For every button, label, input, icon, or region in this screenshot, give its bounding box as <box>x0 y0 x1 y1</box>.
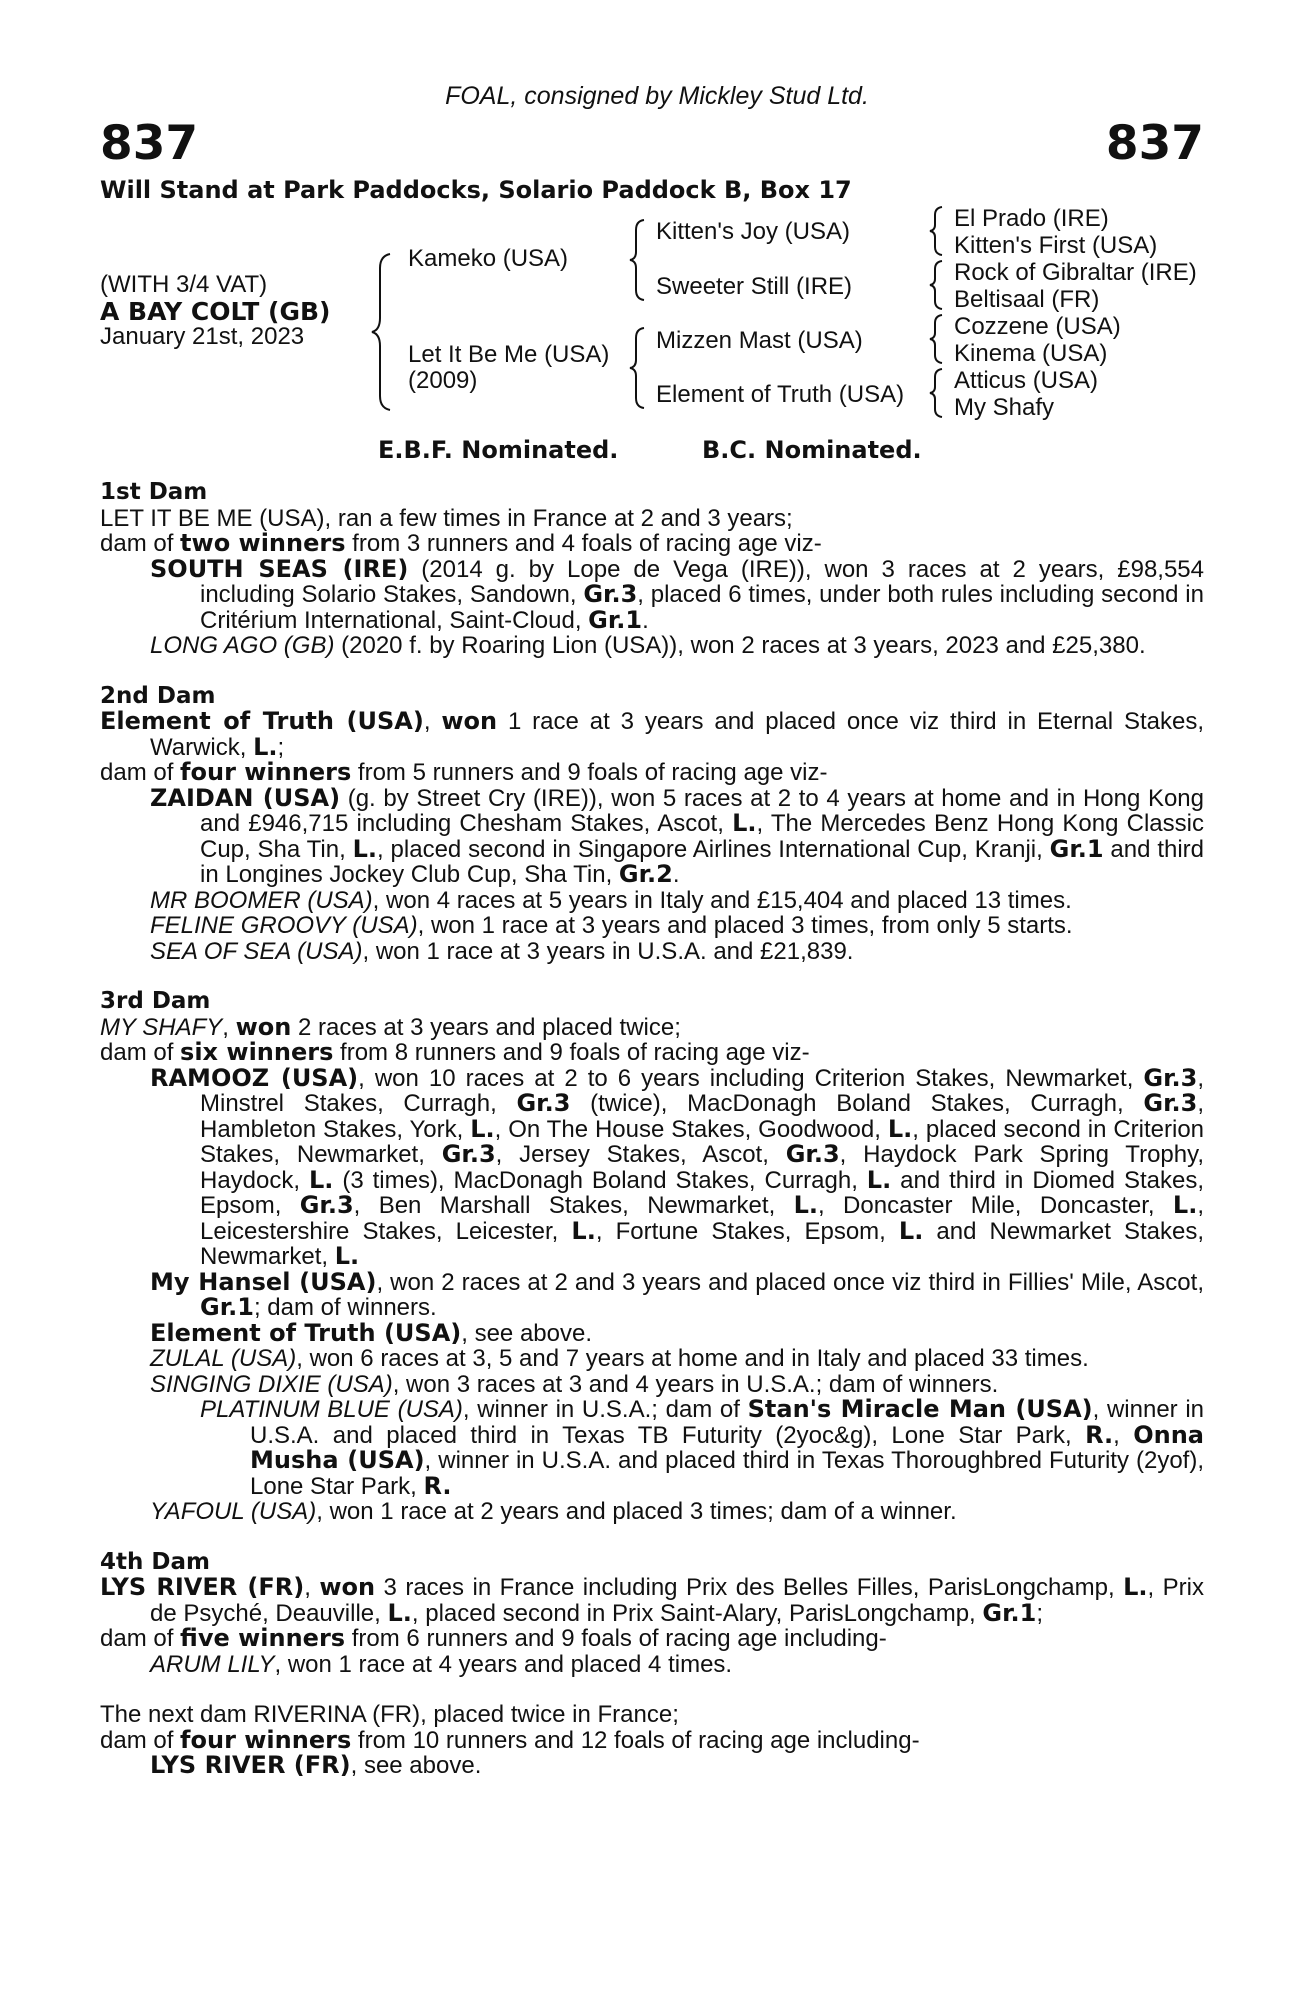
third-dam-runner-platinum-blue: PLATINUM BLUE (USA), winner in U.S.A.; dam of Stan's Miracle Man (USA), winner in U.S.A. and placed third in Texas TB Futurity (2yoc&g), Lone Star Park, R., Onna Musha (USA), winner in U.S.A. and placed third in Texas Thoroughbred Futurity (2yof), Lone Star Park, R. <box>200 1395 1205 1500</box>
pedigree-g4: Beltisaal (FR) <box>954 286 1100 313</box>
pedigree-brace-g2 <box>928 259 946 311</box>
first-dam-runner-south-seas: SOUTH SEAS (IRE) (2014 g. by Lope de Vega (IRE)), won 3 races at 2 years, £98,554 including Solario Stakes, Sandown, Gr.3, placed 6 times, under both rules including second in Critérium International, Saint-Cloud, Gr.1. <box>150 554 1205 634</box>
next-dam-line: The next dam RIVERINA (FR), placed twice in France; <box>100 1701 679 1728</box>
foaling-date: January 21st, 2023 <box>100 323 305 350</box>
pedigree-brace-g1 <box>928 205 946 257</box>
fourth-dam-heading: 4th Dam <box>100 1548 210 1575</box>
pedigree-notes <box>100 480 1204 1779</box>
consignment-line: FOAL, consigned by Mickley Stud Ltd. <box>445 82 869 110</box>
vat-note: (WITH 3/4 VAT) <box>100 271 268 298</box>
lot-number-right: 837 <box>1105 116 1204 171</box>
second-dam-heading: 2nd Dam <box>100 682 216 709</box>
bc-nomination: B.C. Nominated. <box>702 436 922 464</box>
pedigree-brace-dam <box>628 326 648 410</box>
pedigree-brace-g4 <box>928 367 946 419</box>
pedigree-dam: Let It Be Me (USA) <box>408 341 610 368</box>
fourth-dam-line: LYS RIVER (FR), won 3 races in France including Prix des Belles Filles, ParisLongchamp, L., Prix de Psyché, Deauville, L., placed second in Prix Saint-Alary, ParisLongchamp, Gr.1; <box>100 1573 1204 1627</box>
pedigree-g6: Kinema (USA) <box>954 340 1108 367</box>
pedigree-g5: Cozzene (USA) <box>954 313 1121 340</box>
third-dam-runner-my-hansel: My Hansel (USA), won 2 races at 2 and 3 years and placed once viz third in Fillies' Mile, Ascot, Gr.1; dam of winners. <box>150 1267 1204 1321</box>
pedigree-g2: Kitten's First (USA) <box>954 232 1158 259</box>
next-dam-runner-lys-river: LYS RIVER (FR), see above. <box>150 1751 482 1779</box>
pedigree-brace-main <box>370 252 394 412</box>
second-dam-runner-sea-of-sea: SEA OF SEA (USA), won 1 race at 3 years in U.S.A. and £21,839. <box>150 937 854 965</box>
third-dam-runner-singing-dixie: SINGING DIXIE (USA), won 3 races at 3 and 4 years in U.S.A.; dam of winners. <box>150 1370 999 1398</box>
fourth-dam-produce-summary: dam of five winners from 6 runners and 9 foals of racing age including- <box>100 1624 887 1652</box>
pedigree-dam-sire: Mizzen Mast (USA) <box>656 327 863 354</box>
first-dam-heading: 1st Dam <box>100 479 208 505</box>
pedigree-sire-dam: Sweeter Still (IRE) <box>656 273 853 300</box>
pedigree-g8: My Shafy <box>954 394 1055 421</box>
second-dam-runner-feline-groovy: FELINE GROOVY (USA), won 1 race at 3 years and placed 3 times, from only 5 starts. <box>150 912 1073 939</box>
second-dam-produce-summary: dam of four winners from 5 runners and 9 foals of racing age viz- <box>100 758 828 786</box>
pedigree-dam-year: (2009) <box>408 367 478 394</box>
third-dam-runner-ramooz: RAMOOZ (USA), won 10 races at 2 to 6 years including Criterion Stakes, Newmarket, Gr.3, Minstrel Stakes, Curragh, Gr.3 (twice), MacDonagh Boland Stakes, Curragh, Gr.3, Hambleton Stakes, York, L., On The House Stakes, Goodwood, L., placed second in Criterion Stakes, Newmarket, Gr.3, Jersey Stakes, Ascot, Gr.3, Haydock Park Spring Trophy, Haydock, L. (3 times), MacDonagh Boland Stakes, Curragh, L. and third in Diomed Stakes, Epsom, Gr.3, Ben Marshall Stakes, Newmarket, L., Doncaster Mile, Doncaster, L., Leicestershire Stakes, Leicester, L., Fortune Stakes, Epsom, L. and Newmarket Stakes, Newmarket, L. <box>150 1063 1205 1270</box>
pedigree-sire-sire: Kitten's Joy (USA) <box>656 218 850 245</box>
lot-title: A BAY COLT (GB) <box>100 297 331 326</box>
lot-number-left: 837 <box>100 116 199 171</box>
third-dam-runner-zulal: ZULAL (USA), won 6 races at 3, 5 and 7 years at home and in Italy and placed 33 times. <box>150 1345 1089 1372</box>
pedigree-g3: Rock of Gibraltar (IRE) <box>954 259 1197 286</box>
first-dam-runner-long-ago: LONG AGO (GB) (2020 f. by Roaring Lion (USA)), won 2 races at 3 years, 2023 and £25,380. <box>150 632 1146 659</box>
third-dam-runner-element-of-truth: Element of Truth (USA), see above. <box>150 1318 593 1347</box>
third-dam-heading: 3rd Dam <box>100 988 211 1014</box>
pedigree-sire: Kameko (USA) <box>408 245 569 272</box>
pedigree-brace-sire <box>628 218 648 302</box>
second-dam-runner-mr-boomer: MR BOOMER (USA), won 4 races at 5 years in Italy and £15,404 and placed 13 times. <box>150 886 1072 914</box>
second-dam-line: Element of Truth (USA), won 1 race at 3 years and placed once viz third in Eternal Stakes, Warwick, L.; <box>100 707 1204 761</box>
first-dam-produce-summary: dam of two winners from 3 runners and 4 foals of racing age viz- <box>100 529 822 557</box>
fourth-dam-runner-arum-lily: ARUM LILY, won 1 race at 4 years and placed 4 times. <box>150 1650 733 1678</box>
third-dam-line: MY SHAFY, won 2 races at 3 years and placed twice; <box>100 1012 681 1041</box>
third-dam-runner-yafoul: YAFOUL (USA), won 1 race at 2 years and placed 3 times; dam of a winner. <box>150 1498 957 1525</box>
pedigree-dam-dam: Element of Truth (USA) <box>656 381 905 408</box>
pedigree-g7: Atticus (USA) <box>954 367 1099 394</box>
second-dam-runner-zaidan: ZAIDAN (USA) (g. by Street Cry (IRE)), won 5 races at 2 to 4 years at home and in Hong Kong and £946,715 including Chesham Stakes, Ascot, L., The Mercedes Benz Hong Kong Classic Cup, Sha Tin, L., placed second in Singapore Airlines International Cup, Kranji, Gr.1 and third in Longines Jockey Club Cup, Sha Tin, Gr.2. <box>150 783 1205 888</box>
pedigree-g1: El Prado (IRE) <box>954 205 1109 232</box>
next-dam-produce-summary: dam of four winners from 10 runners and 12 foals of racing age including- <box>100 1725 920 1754</box>
first-dam-line: LET IT BE ME (USA), ran a few times in France at 2 and 3 years; <box>100 504 793 532</box>
stand-location: Will Stand at Park Paddocks, Solario Paddock B, Box 17 <box>100 176 852 204</box>
ebf-nomination: E.B.F. Nominated. <box>378 436 619 464</box>
pedigree-brace-g3 <box>928 313 946 365</box>
third-dam-produce-summary: dam of six winners from 8 runners and 9 foals of racing age viz- <box>100 1038 810 1066</box>
